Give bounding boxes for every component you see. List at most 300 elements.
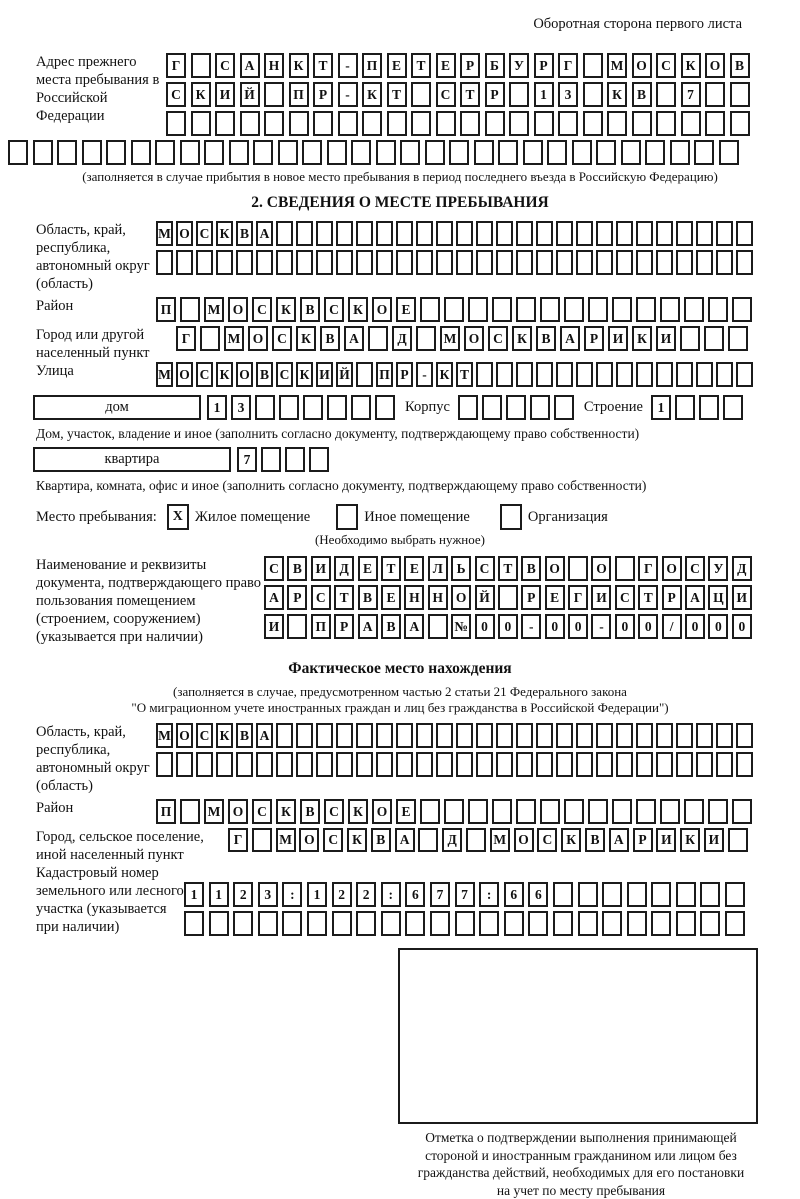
char-box[interactable] <box>468 799 488 824</box>
char-box[interactable] <box>302 140 322 165</box>
char-box[interactable] <box>456 250 473 275</box>
char-box[interactable]: К <box>276 297 296 322</box>
char-box[interactable] <box>700 882 720 907</box>
char-box[interactable]: О <box>451 585 471 610</box>
char-box[interactable] <box>376 752 393 777</box>
char-box[interactable]: 2 <box>356 882 376 907</box>
char-box[interactable]: : <box>282 882 302 907</box>
char-box[interactable] <box>540 297 560 322</box>
char-box[interactable] <box>705 82 725 107</box>
char-box[interactable]: 7 <box>430 882 450 907</box>
char-box[interactable] <box>376 250 393 275</box>
char-box[interactable] <box>700 911 720 936</box>
char-box[interactable]: Г <box>568 585 588 610</box>
char-box[interactable]: Е <box>545 585 565 610</box>
char-box[interactable]: 0 <box>568 614 588 639</box>
char-box[interactable]: Д <box>334 556 354 581</box>
char-box[interactable]: Р <box>633 828 653 852</box>
char-box[interactable]: С <box>196 723 213 748</box>
char-box[interactable]: Д <box>732 556 752 581</box>
char-box[interactable] <box>313 111 333 136</box>
char-box[interactable] <box>240 111 260 136</box>
char-box[interactable] <box>656 221 673 246</box>
char-box[interactable]: А <box>256 723 273 748</box>
char-box[interactable]: О <box>176 723 193 748</box>
char-box[interactable] <box>556 250 573 275</box>
char-box[interactable]: Е <box>387 53 407 78</box>
char-box[interactable]: И <box>316 362 333 387</box>
char-box[interactable] <box>498 140 518 165</box>
char-box[interactable]: В <box>300 297 320 322</box>
char-box[interactable]: В <box>536 326 556 351</box>
char-box[interactable]: Р <box>313 82 333 107</box>
char-box[interactable]: К <box>436 362 453 387</box>
char-box[interactable] <box>307 911 327 936</box>
char-box[interactable]: - <box>591 614 611 639</box>
char-box[interactable] <box>236 752 253 777</box>
char-box[interactable] <box>556 723 573 748</box>
char-box[interactable] <box>176 752 193 777</box>
char-box[interactable]: 7 <box>455 882 475 907</box>
char-box[interactable] <box>316 752 333 777</box>
char-box[interactable] <box>534 111 554 136</box>
char-box[interactable]: К <box>289 53 309 78</box>
char-box[interactable] <box>351 395 371 420</box>
char-box[interactable]: Т <box>460 82 480 107</box>
char-box[interactable] <box>656 752 673 777</box>
char-box[interactable]: В <box>300 799 320 824</box>
char-box[interactable]: С <box>196 221 213 246</box>
char-box[interactable]: У <box>708 556 728 581</box>
char-box[interactable] <box>482 395 502 420</box>
char-box[interactable] <box>553 911 573 936</box>
char-box[interactable]: С <box>196 362 213 387</box>
char-box[interactable] <box>216 250 233 275</box>
char-box[interactable] <box>596 752 613 777</box>
char-box[interactable] <box>556 362 573 387</box>
char-box[interactable] <box>381 911 401 936</box>
char-box[interactable] <box>496 723 513 748</box>
char-box[interactable]: 1 <box>209 882 229 907</box>
char-box[interactable]: 0 <box>545 614 565 639</box>
char-box[interactable] <box>191 111 211 136</box>
char-box[interactable]: Р <box>287 585 307 610</box>
char-box[interactable]: 3 <box>231 395 251 420</box>
char-box[interactable]: - <box>338 82 358 107</box>
char-box[interactable] <box>411 111 431 136</box>
char-box[interactable]: В <box>632 82 652 107</box>
char-box[interactable]: 3 <box>258 882 278 907</box>
char-box[interactable] <box>8 140 28 165</box>
char-box[interactable]: Г <box>176 326 196 351</box>
char-box[interactable] <box>156 250 173 275</box>
char-box[interactable] <box>516 752 533 777</box>
checkbox-residential[interactable]: X <box>167 504 189 530</box>
char-box[interactable]: 1 <box>534 82 554 107</box>
char-box[interactable]: Т <box>638 585 658 610</box>
char-box[interactable] <box>356 911 376 936</box>
char-box[interactable] <box>296 250 313 275</box>
char-box[interactable]: И <box>311 556 331 581</box>
char-box[interactable]: О <box>372 297 392 322</box>
char-box[interactable] <box>656 362 673 387</box>
char-box[interactable] <box>547 140 567 165</box>
char-box[interactable] <box>564 799 584 824</box>
char-box[interactable] <box>725 911 745 936</box>
char-box[interactable] <box>621 140 641 165</box>
char-box[interactable] <box>681 111 701 136</box>
char-box[interactable] <box>436 111 456 136</box>
char-box[interactable]: Б <box>485 53 505 78</box>
char-box[interactable]: О <box>662 556 682 581</box>
char-box[interactable]: С <box>264 556 284 581</box>
char-box[interactable]: О <box>591 556 611 581</box>
char-box[interactable] <box>285 447 305 472</box>
char-box[interactable]: У <box>509 53 529 78</box>
char-box[interactable] <box>282 911 302 936</box>
char-box[interactable]: К <box>607 82 627 107</box>
char-box[interactable] <box>356 723 373 748</box>
char-box[interactable]: Е <box>396 297 416 322</box>
char-box[interactable] <box>509 82 529 107</box>
char-box[interactable] <box>476 752 493 777</box>
char-box[interactable] <box>351 140 371 165</box>
char-box[interactable] <box>716 752 733 777</box>
char-box[interactable] <box>516 221 533 246</box>
char-box[interactable]: А <box>609 828 629 852</box>
char-box[interactable] <box>509 111 529 136</box>
char-box[interactable] <box>540 799 560 824</box>
char-box[interactable] <box>336 250 353 275</box>
char-box[interactable] <box>327 395 347 420</box>
char-box[interactable]: О <box>545 556 565 581</box>
char-box[interactable] <box>316 250 333 275</box>
char-box[interactable]: Д <box>392 326 412 351</box>
char-box[interactable]: В <box>585 828 605 852</box>
char-box[interactable]: А <box>264 585 284 610</box>
char-box[interactable] <box>736 723 753 748</box>
char-box[interactable] <box>696 362 713 387</box>
char-box[interactable]: 0 <box>685 614 705 639</box>
char-box[interactable]: С <box>656 53 676 78</box>
char-box[interactable]: С <box>685 556 705 581</box>
char-box[interactable] <box>180 297 200 322</box>
char-box[interactable] <box>436 250 453 275</box>
char-box[interactable] <box>596 221 613 246</box>
char-box[interactable] <box>728 326 748 351</box>
char-box[interactable]: Й <box>336 362 353 387</box>
char-box[interactable]: Т <box>334 585 354 610</box>
char-box[interactable]: М <box>490 828 510 852</box>
char-box[interactable]: К <box>216 723 233 748</box>
char-box[interactable]: А <box>560 326 580 351</box>
char-box[interactable] <box>276 752 293 777</box>
char-box[interactable] <box>215 111 235 136</box>
char-box[interactable] <box>309 447 329 472</box>
char-box[interactable] <box>716 723 733 748</box>
char-box[interactable]: 3 <box>558 82 578 107</box>
char-box[interactable] <box>456 752 473 777</box>
char-box[interactable]: Т <box>387 82 407 107</box>
char-box[interactable] <box>636 799 656 824</box>
char-box[interactable] <box>216 752 233 777</box>
char-box[interactable] <box>416 752 433 777</box>
char-box[interactable] <box>156 752 173 777</box>
char-box[interactable] <box>476 221 493 246</box>
char-box[interactable] <box>252 828 272 852</box>
char-box[interactable]: П <box>362 53 382 78</box>
char-box[interactable]: А <box>344 326 364 351</box>
char-box[interactable] <box>578 911 598 936</box>
char-box[interactable] <box>264 111 284 136</box>
char-box[interactable]: В <box>371 828 391 852</box>
char-box[interactable] <box>536 362 553 387</box>
char-box[interactable]: А <box>240 53 260 78</box>
char-box[interactable]: И <box>732 585 752 610</box>
char-box[interactable]: П <box>376 362 393 387</box>
char-box[interactable] <box>536 723 553 748</box>
char-box[interactable] <box>636 362 653 387</box>
char-box[interactable] <box>485 111 505 136</box>
char-box[interactable] <box>704 326 724 351</box>
char-box[interactable]: М <box>607 53 627 78</box>
char-box[interactable] <box>736 250 753 275</box>
char-box[interactable]: В <box>521 556 541 581</box>
char-box[interactable]: П <box>311 614 331 639</box>
char-box[interactable] <box>636 723 653 748</box>
char-box[interactable] <box>696 752 713 777</box>
char-box[interactable]: О <box>299 828 319 852</box>
char-box[interactable]: В <box>320 326 340 351</box>
char-box[interactable] <box>496 362 513 387</box>
char-box[interactable]: О <box>705 53 725 78</box>
char-box[interactable]: Л <box>428 556 448 581</box>
char-box[interactable] <box>296 752 313 777</box>
char-box[interactable]: В <box>236 723 253 748</box>
char-box[interactable]: Р <box>460 53 480 78</box>
char-box[interactable]: В <box>358 585 378 610</box>
char-box[interactable] <box>651 882 671 907</box>
char-box[interactable] <box>506 395 526 420</box>
char-box[interactable] <box>396 221 413 246</box>
char-box[interactable] <box>476 723 493 748</box>
char-box[interactable] <box>356 221 373 246</box>
char-box[interactable]: № <box>451 614 471 639</box>
char-box[interactable]: М <box>156 221 173 246</box>
char-box[interactable] <box>155 140 175 165</box>
char-box[interactable]: К <box>276 799 296 824</box>
char-box[interactable]: - <box>338 53 358 78</box>
char-box[interactable]: И <box>656 828 676 852</box>
char-box[interactable] <box>336 221 353 246</box>
char-box[interactable] <box>716 362 733 387</box>
char-box[interactable]: О <box>228 297 248 322</box>
char-box[interactable]: 0 <box>732 614 752 639</box>
char-box[interactable]: С <box>324 297 344 322</box>
char-box[interactable] <box>730 82 750 107</box>
char-box[interactable]: : <box>479 882 499 907</box>
char-box[interactable] <box>736 362 753 387</box>
char-box[interactable] <box>708 799 728 824</box>
char-box[interactable]: К <box>348 297 368 322</box>
char-box[interactable]: В <box>287 556 307 581</box>
char-box[interactable]: А <box>256 221 273 246</box>
char-box[interactable]: А <box>395 828 415 852</box>
char-box[interactable] <box>362 111 382 136</box>
char-box[interactable] <box>684 297 704 322</box>
char-box[interactable] <box>479 911 499 936</box>
char-box[interactable] <box>554 395 574 420</box>
char-box[interactable]: Е <box>396 799 416 824</box>
char-box[interactable] <box>568 556 588 581</box>
char-box[interactable]: С <box>537 828 557 852</box>
char-box[interactable]: Р <box>534 53 554 78</box>
char-box[interactable] <box>670 140 690 165</box>
char-box[interactable] <box>476 250 493 275</box>
char-box[interactable]: Г <box>166 53 186 78</box>
char-box[interactable] <box>636 221 653 246</box>
char-box[interactable]: О <box>176 221 193 246</box>
char-box[interactable]: М <box>204 799 224 824</box>
char-box[interactable] <box>261 447 281 472</box>
char-box[interactable] <box>368 326 388 351</box>
char-box[interactable]: 1 <box>651 395 671 420</box>
char-box[interactable] <box>276 221 293 246</box>
char-box[interactable] <box>716 221 733 246</box>
char-box[interactable] <box>676 882 696 907</box>
char-box[interactable]: И <box>608 326 628 351</box>
char-box[interactable] <box>588 799 608 824</box>
char-box[interactable] <box>430 911 450 936</box>
char-box[interactable] <box>583 111 603 136</box>
char-box[interactable] <box>708 297 728 322</box>
char-box[interactable] <box>496 221 513 246</box>
char-box[interactable]: 0 <box>638 614 658 639</box>
char-box[interactable] <box>428 614 448 639</box>
char-box[interactable] <box>376 140 396 165</box>
char-box[interactable]: Е <box>358 556 378 581</box>
char-box[interactable]: Е <box>404 556 424 581</box>
char-box[interactable] <box>255 395 275 420</box>
char-box[interactable]: О <box>228 799 248 824</box>
char-box[interactable] <box>696 250 713 275</box>
char-box[interactable] <box>106 140 126 165</box>
char-box[interactable] <box>400 140 420 165</box>
char-box[interactable] <box>576 362 593 387</box>
char-box[interactable] <box>289 111 309 136</box>
char-box[interactable]: С <box>252 297 272 322</box>
char-box[interactable] <box>536 752 553 777</box>
char-box[interactable]: М <box>204 297 224 322</box>
char-box[interactable]: 2 <box>233 882 253 907</box>
char-box[interactable] <box>536 221 553 246</box>
char-box[interactable]: И <box>656 326 676 351</box>
char-box[interactable]: Т <box>498 556 518 581</box>
char-box[interactable] <box>676 362 693 387</box>
char-box[interactable]: 1 <box>207 395 227 420</box>
char-box[interactable] <box>616 250 633 275</box>
char-box[interactable] <box>627 882 647 907</box>
char-box[interactable] <box>229 140 249 165</box>
char-box[interactable]: Н <box>404 585 424 610</box>
char-box[interactable] <box>676 723 693 748</box>
char-box[interactable]: 2 <box>332 882 352 907</box>
char-box[interactable] <box>436 752 453 777</box>
char-box[interactable] <box>200 326 220 351</box>
char-box[interactable] <box>180 799 200 824</box>
char-box[interactable]: Т <box>456 362 473 387</box>
char-box[interactable]: М <box>440 326 460 351</box>
char-box[interactable]: 0 <box>615 614 635 639</box>
char-box[interactable] <box>336 723 353 748</box>
char-box[interactable] <box>196 250 213 275</box>
char-box[interactable] <box>449 140 469 165</box>
char-box[interactable]: Е <box>436 53 456 78</box>
char-box[interactable] <box>504 911 524 936</box>
char-box[interactable] <box>456 221 473 246</box>
char-box[interactable] <box>578 882 598 907</box>
char-box[interactable] <box>694 140 714 165</box>
char-box[interactable]: П <box>156 799 176 824</box>
char-box[interactable] <box>396 752 413 777</box>
char-box[interactable] <box>468 297 488 322</box>
char-box[interactable] <box>564 297 584 322</box>
char-box[interactable]: К <box>512 326 532 351</box>
char-box[interactable]: 6 <box>405 882 425 907</box>
char-box[interactable] <box>684 799 704 824</box>
char-box[interactable] <box>656 723 673 748</box>
char-box[interactable] <box>728 828 748 852</box>
char-box[interactable]: М <box>156 362 173 387</box>
char-box[interactable]: Т <box>313 53 333 78</box>
char-box[interactable] <box>732 799 752 824</box>
char-box[interactable]: К <box>216 221 233 246</box>
char-box[interactable] <box>732 297 752 322</box>
char-box[interactable] <box>612 799 632 824</box>
char-box[interactable] <box>616 723 633 748</box>
char-box[interactable] <box>736 752 753 777</box>
char-box[interactable]: С <box>488 326 508 351</box>
char-box[interactable]: А <box>358 614 378 639</box>
char-box[interactable]: П <box>156 297 176 322</box>
char-box[interactable]: Д <box>442 828 462 852</box>
char-box[interactable] <box>516 250 533 275</box>
char-box[interactable] <box>680 326 700 351</box>
char-box[interactable]: М <box>156 723 173 748</box>
char-box[interactable] <box>418 828 438 852</box>
char-box[interactable]: Р <box>662 585 682 610</box>
char-box[interactable] <box>296 221 313 246</box>
char-box[interactable] <box>736 221 753 246</box>
char-box[interactable] <box>396 250 413 275</box>
char-box[interactable] <box>675 395 695 420</box>
char-box[interactable] <box>209 911 229 936</box>
char-box[interactable] <box>596 723 613 748</box>
checkbox-other-premises[interactable] <box>336 504 358 530</box>
char-box[interactable]: С <box>324 799 344 824</box>
char-box[interactable]: Ц <box>708 585 728 610</box>
char-box[interactable] <box>287 614 307 639</box>
char-box[interactable]: К <box>348 799 368 824</box>
char-box[interactable]: К <box>680 828 700 852</box>
char-box[interactable] <box>387 111 407 136</box>
char-box[interactable] <box>576 250 593 275</box>
char-box[interactable] <box>82 140 102 165</box>
char-box[interactable]: - <box>521 614 541 639</box>
char-box[interactable] <box>425 140 445 165</box>
char-box[interactable] <box>236 250 253 275</box>
char-box[interactable]: Р <box>521 585 541 610</box>
